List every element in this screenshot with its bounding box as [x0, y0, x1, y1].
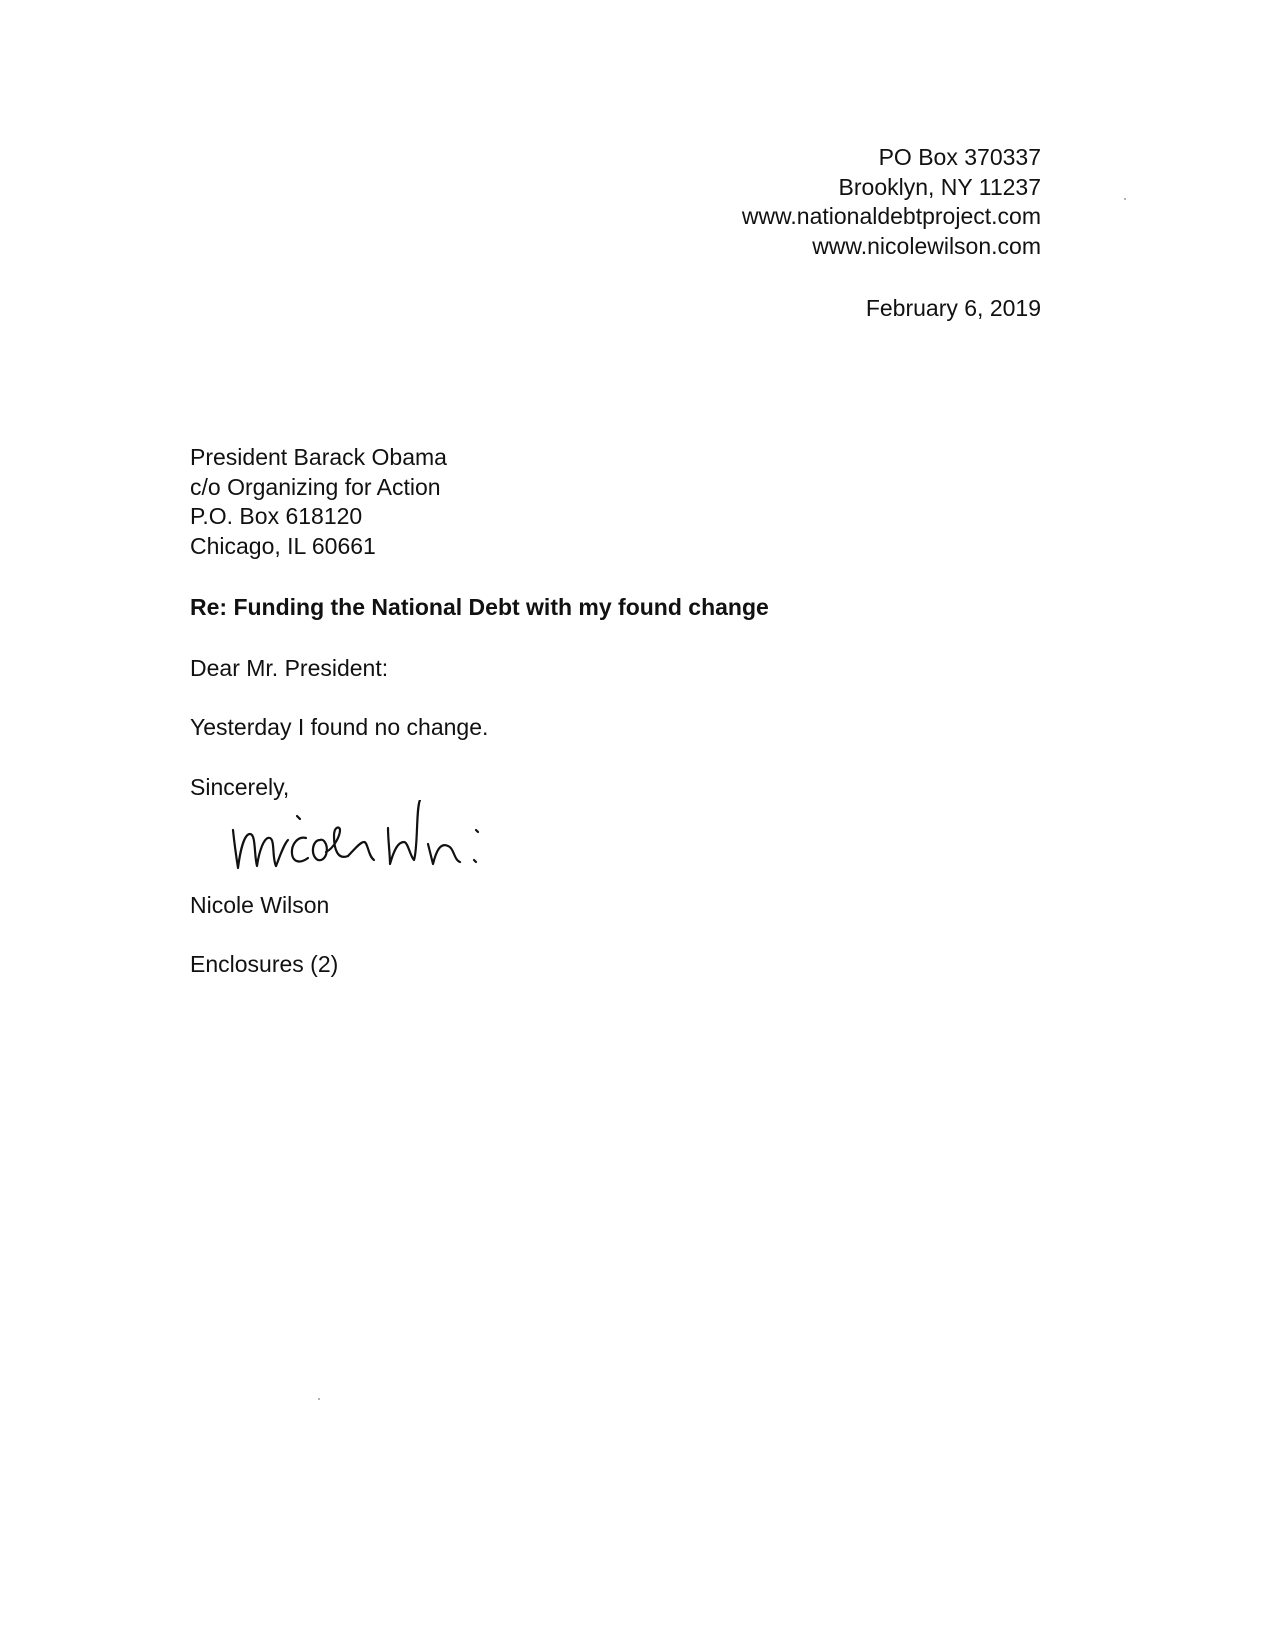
letter-body: Yesterday I found no change.	[190, 714, 489, 740]
sender-address-block	[742, 143, 1041, 261]
recipient-address-block	[190, 443, 447, 561]
recipient-address-line-1: President Barack Obama	[190, 444, 447, 470]
scan-speck	[318, 1398, 320, 1400]
sender-website-1: www.nationaldebtproject.com	[741, 203, 1041, 229]
subject-line: Re: Funding the National Debt with my found change	[190, 594, 769, 620]
handwritten-signature	[228, 800, 518, 890]
letter-date: February 6, 2019	[865, 295, 1041, 321]
recipient-address-line-2: c/o Organizing for Action	[190, 473, 441, 500]
scan-speck	[1124, 198, 1126, 200]
sender-address-line-2: Brooklyn, NY 11237	[838, 173, 1041, 200]
sender-address-line-1: PO Box 370337	[878, 144, 1041, 170]
closing: Sincerely,	[190, 774, 290, 800]
recipient-address-line-4: Chicago, IL 60661	[190, 532, 376, 559]
enclosures-note: Enclosures (2)	[190, 951, 339, 977]
sender-website-2: www.nicolewilson.com	[812, 232, 1041, 259]
signer-name: Nicole Wilson	[190, 892, 330, 918]
salutation: Dear Mr. President:	[190, 655, 389, 681]
recipient-address-line-3: P.O. Box 618120	[190, 503, 363, 529]
